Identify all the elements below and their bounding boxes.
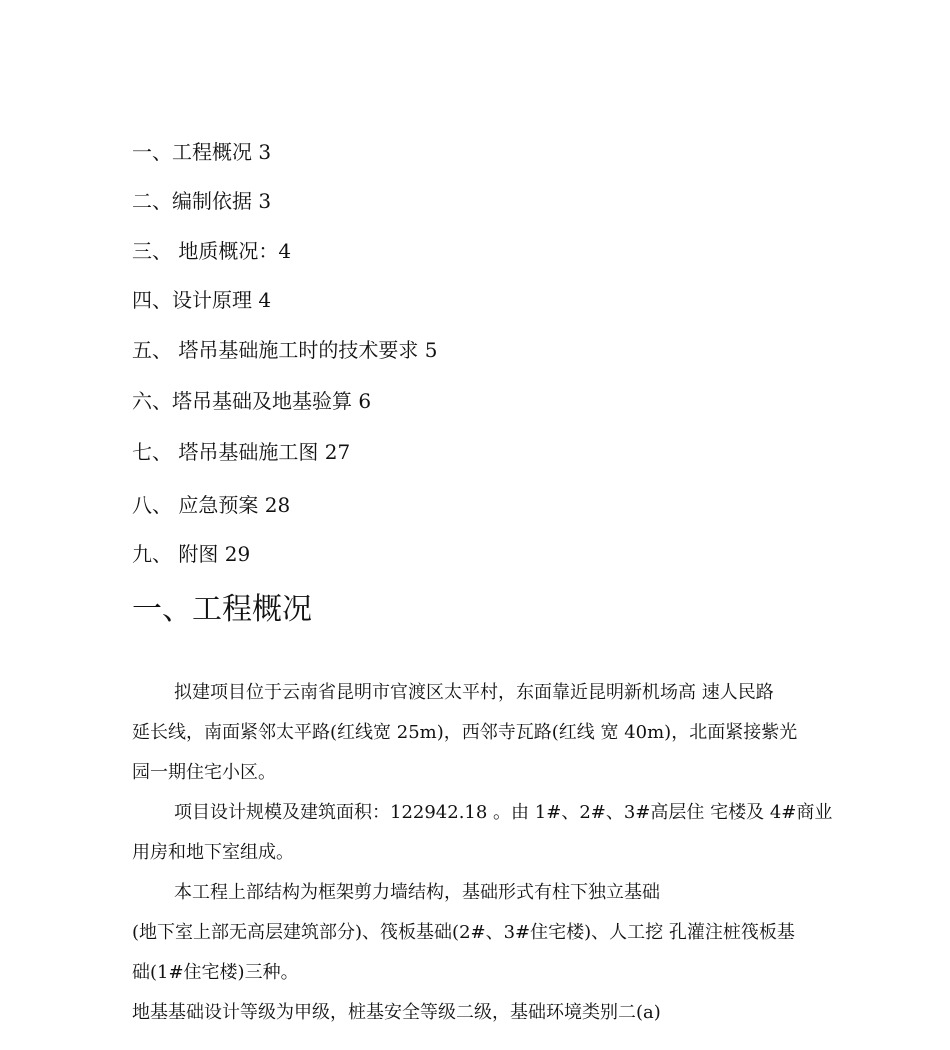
body-line-9: 地基基础设计等级为甲级，桩基安全等级二级，基础环境类别二(a): [132, 1002, 661, 1023]
toc-item-6[interactable]: 六、塔吊基础及地基验算 6: [132, 389, 372, 413]
toc-item-2[interactable]: 二、编制依据 3: [132, 189, 272, 213]
body-line-2: 延长线，南面紧邻太平路(红线宽 25m)，西邻寺瓦路(红线 宽 40m)，北面紧接紫光: [132, 722, 798, 743]
toc-item-4[interactable]: 四、设计原理 4: [132, 288, 272, 312]
toc-item-5[interactable]: 五、 塔吊基础施工时的技术要求 5: [132, 338, 438, 362]
toc-item-8[interactable]: 八、 应急预案 28: [132, 493, 291, 517]
toc-item-3[interactable]: 三、 地质概况：4: [132, 239, 292, 263]
toc-item-9[interactable]: 九、 附图 29: [132, 542, 251, 566]
body-line-6: 本工程上部结构为框架剪力墙结构，基础形式有柱下独立基础: [174, 882, 660, 903]
body-line-4: 项目设计规模及建筑面积：122942.18 。由 1#、2#、3#高层住 宅楼及 4#商业: [174, 802, 833, 823]
body-line-8: 础(1#住宅楼)三种。: [132, 962, 299, 983]
section-body: [132, 673, 834, 1033]
body-line-5: 用房和地下室组成。: [132, 842, 294, 863]
toc-item-7[interactable]: 七、 塔吊基础施工图 27: [132, 440, 351, 464]
section-heading: 一、工程概况: [132, 592, 312, 627]
body-line-1: 拟建项目位于云南省昆明市官渡区太平村，东面靠近昆明新机场高 速人民路: [174, 682, 774, 703]
toc-item-1[interactable]: 一、工程概况 3: [132, 140, 272, 164]
body-line-7: (地下室上部无高层建筑部分)、筏板基础(2#、3#住宅楼)、人工挖 孔灌注桩筏板基: [132, 922, 795, 943]
body-line-3: 园一期住宅小区。: [132, 762, 276, 783]
